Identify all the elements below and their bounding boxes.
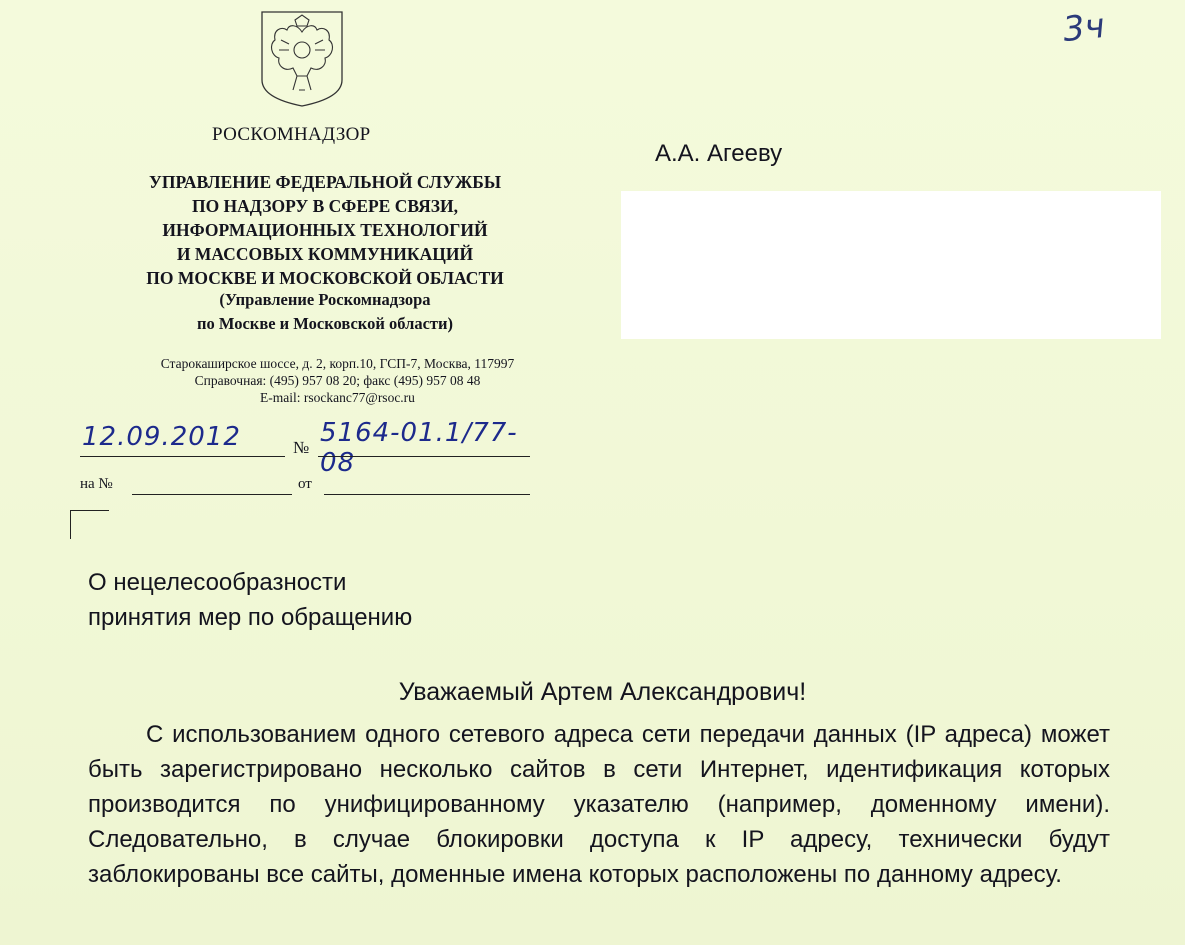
subject-line: О нецелесообразности — [88, 569, 347, 596]
department-line: ПО НАДЗОРУ В СФЕРЕ СВЯЗИ, — [191, 196, 459, 216]
ref-number-underline — [132, 494, 292, 495]
registration-line — [80, 418, 540, 478]
department-line: И МАССОВЫХ КОММУНИКАЦИЙ — [176, 244, 474, 264]
reference-row — [80, 476, 540, 500]
ref-date-underline — [324, 494, 530, 495]
subject-line: принятия мер по обращению — [88, 604, 413, 631]
department-short-line: (Управление Роскомнадзора — [219, 290, 431, 309]
coat-of-arms-emblem — [259, 10, 345, 108]
department-line: ИНФОРМАЦИОННЫХ ТЕХНОЛОГИЙ — [162, 220, 488, 240]
date-underline — [80, 456, 285, 457]
handwritten-corner-note: 3ч — [1061, 5, 1107, 51]
handwritten-reg-number: 5164-01.1/77-08 — [320, 418, 518, 478]
ref-date-label: от — [298, 476, 312, 492]
department-title — [60, 170, 590, 290]
department-line: ПО МОСКВЕ И МОСКОВСКОЙ ОБЛАСТИ — [146, 268, 504, 288]
contact-block — [60, 355, 615, 406]
agency-name: РОСКОМНАДЗОР — [212, 124, 371, 145]
subject-corner-mark — [70, 510, 109, 539]
department-line: УПРАВЛЕНИЕ ФЕДЕРАЛЬНОЙ СЛУЖБЫ — [149, 172, 501, 192]
email-address: E-mail: rsockanc77@rsoc.ru — [260, 390, 415, 405]
handwritten-date: 12.09.2012 — [82, 422, 241, 452]
department-short-name — [60, 288, 590, 336]
body-paragraph: С использованием одного сетевого адреса сети передачи данных (IP адреса) может быть зарегистрировано несколько сайтов в сети Интернет, идентификация которых производится по унифицированному указателю (например, доменному имени). Следовательно, в случае блокировки доступа к IP адресу, технически будут заблокированы все сайты, доменные имена которых расположены по данному адресу. — [88, 721, 1110, 888]
ref-number-label: на № — [80, 476, 113, 492]
phone-fax: Справочная: (495) 957 08 20; факс (495) 957 08 48 — [194, 373, 481, 388]
subject-block — [88, 565, 412, 635]
department-short-line: по Москве и Московской области) — [197, 314, 453, 333]
postal-address: Старокаширское шоссе, д. 2, корп.10, ГСП-7, Москва, 117997 — [160, 356, 515, 371]
number-underline — [318, 456, 530, 457]
addressee-name: А.А. Агееву — [655, 140, 783, 167]
redacted-address-block — [621, 191, 1161, 339]
greeting: Уважаемый Артем Александрович! — [398, 678, 807, 706]
number-sign: № — [293, 438, 310, 457]
